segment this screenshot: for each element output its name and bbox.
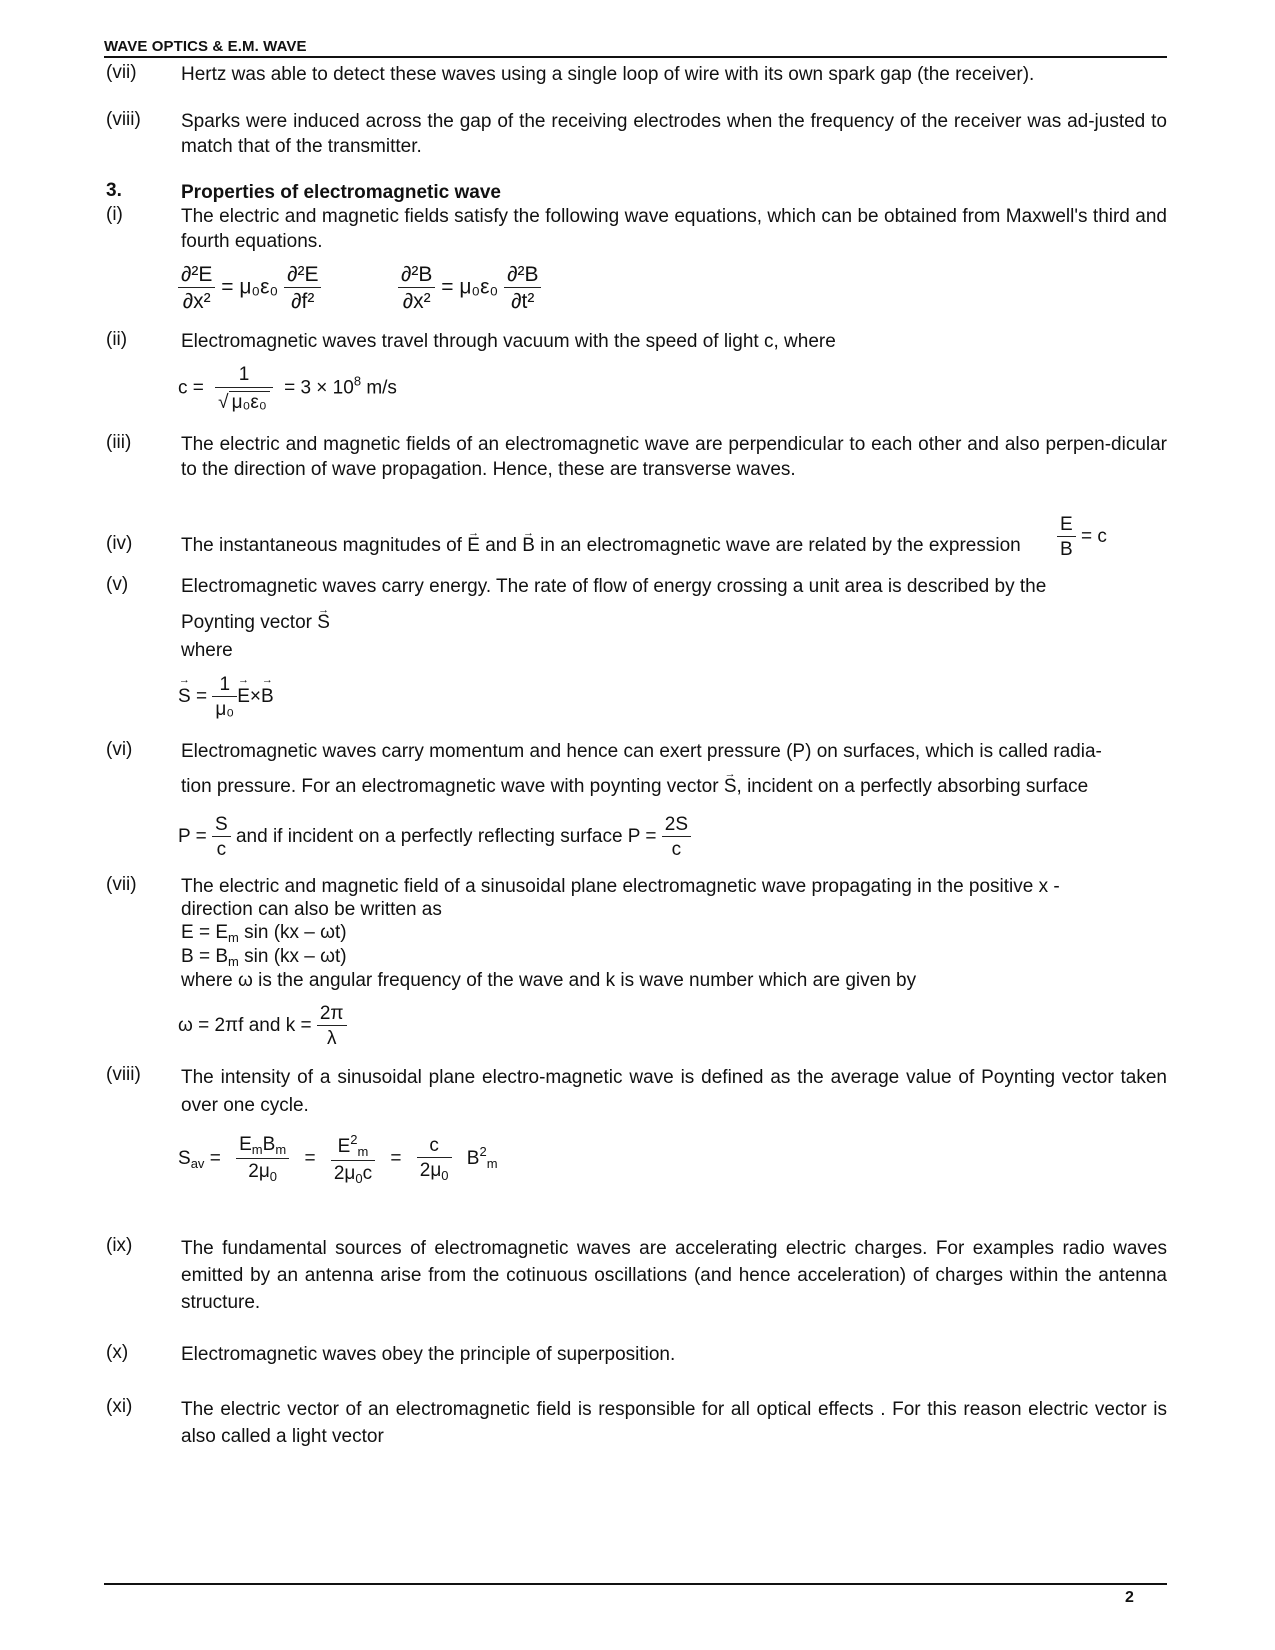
item-text: The intensity of a sinusoidal plane electro-magnetic wave is defined as the average value of Poynting vector taken over one cycle. — [181, 1067, 1167, 1116]
equals-mu-epsilon: = μ₀ε₀ — [441, 275, 499, 299]
intensity-equation — [178, 1133, 498, 1185]
item-text: Sparks were induced across the gap of the receiving electrodes when the frequency of the receiver was ad-justed to match that of the transmitter. — [181, 111, 1167, 157]
fraction-denominator: B — [1060, 539, 1073, 560]
subscript: m — [275, 1142, 287, 1157]
item-text: The electric vector of an electromagnetic field is responsible for all optical effects . For this reason electric vector is also called a light vector — [181, 1399, 1167, 1447]
section-title: Properties of electromagnetic wave — [181, 182, 501, 203]
radiation-pressure-equation — [178, 815, 691, 859]
speed-of-light-equation — [178, 365, 397, 412]
subscript: m — [357, 1144, 369, 1159]
subscript: m — [486, 1156, 498, 1172]
fraction-numerator: ∂²B — [398, 264, 435, 288]
item-number: (i) — [106, 204, 123, 225]
equals-sign: = — [209, 1148, 221, 1170]
sqrt-sign: √ — [218, 392, 229, 413]
equals-mu-epsilon: = μ₀ε₀ — [221, 275, 279, 299]
section-number: 3. — [106, 180, 122, 201]
vector-b: → B — [522, 533, 535, 558]
equation-part: 2μ — [419, 1160, 442, 1181]
equation-part: 2μ — [248, 1161, 270, 1182]
text-segment: tion pressure. For an electromagnetic wave with poynting vector — [181, 776, 719, 797]
equation-part: E — [239, 1134, 252, 1155]
equals-sign: = — [304, 1148, 316, 1170]
fraction-numerator: S — [212, 815, 231, 837]
fraction-denominator: c — [671, 839, 682, 860]
equation-lhs: P = — [178, 826, 207, 848]
item-number: (x) — [106, 1342, 129, 1363]
subscript: 0 — [269, 1169, 277, 1184]
running-header: WAVE OPTICS & E.M. WAVE — [104, 38, 307, 55]
e-over-b-equation — [1057, 515, 1107, 559]
fraction-denominator: ∂f² — [291, 290, 315, 313]
wave-equation-b — [398, 264, 541, 312]
equation-part: c — [362, 1163, 373, 1184]
item-text: Electromagnetic waves travel through vacuum with the speed of light c, where — [181, 331, 836, 352]
equation-part: 2μ — [333, 1163, 356, 1184]
text-segment: Poynting vector — [181, 612, 312, 633]
fraction-numerator: 1 — [212, 675, 237, 697]
exponent: 8 — [353, 373, 362, 389]
text-segment: in an electromagnetic wave are related by the expression — [540, 535, 1021, 556]
equation-part: B = B — [181, 946, 228, 967]
fraction-numerator: E — [1057, 515, 1076, 537]
vector-e: → E — [237, 687, 250, 706]
item-text: Hertz was able to detect these waves using a single loop of wire with its own spark gap (the receiver). — [181, 64, 1035, 85]
equation-part: E = E — [181, 922, 228, 943]
text-segment: , incident on a perfectly absorbing surface — [736, 776, 1089, 797]
item-number: (viii) — [106, 1064, 141, 1085]
fraction-denominator: ∂x² — [402, 290, 431, 313]
subscript: 0 — [441, 1168, 449, 1183]
vector-e: → E — [467, 533, 480, 558]
fraction-denominator: c — [216, 839, 227, 860]
fraction-numerator: 2π — [317, 1004, 347, 1026]
text-segment: and — [485, 535, 517, 556]
item-text: The electric and magnetic fields of an electromagnetic wave are perpendicular to each other and also perpen-dicular to the direction of wave propagation. Hence, these are transverse waves. — [181, 434, 1167, 480]
vector-s: → S — [178, 687, 191, 706]
equation-part: B — [262, 1134, 276, 1155]
unit: m/s — [366, 377, 397, 399]
subscript: 0 — [355, 1171, 363, 1186]
equation-lhs: c = — [178, 377, 204, 399]
item-number: (iii) — [106, 432, 132, 453]
superscript: 2 — [479, 1144, 487, 1160]
item-number: (vi) — [106, 739, 133, 760]
equals-sign: = — [390, 1148, 402, 1170]
equation-part: sin (kx – ωt) — [244, 946, 347, 967]
equation-text: and if incident on a perfectly reflecting surface P = — [235, 826, 657, 848]
wave-equation-e — [178, 264, 321, 312]
equals-sign: = — [195, 686, 208, 708]
item-text: Electromagnetic waves carry momentum and hence can exert pressure (P) on surfaces, which is called radia- — [181, 741, 1102, 762]
vector-s: → S — [317, 610, 330, 635]
subscript: m — [228, 954, 239, 969]
superscript: 2 — [350, 1132, 358, 1147]
item-text — [181, 533, 1061, 558]
item-text-continued: direction can also be written as — [181, 899, 442, 920]
poynting-equation — [178, 675, 274, 719]
fraction-numerator: ∂²E — [284, 264, 321, 288]
fraction-denominator: ∂t² — [511, 290, 535, 313]
fraction-numerator: ∂²E — [178, 264, 215, 288]
equation-rhs: = c — [1080, 526, 1107, 548]
fraction-denominator: λ — [326, 1028, 337, 1049]
equation-part: E — [337, 1136, 351, 1157]
text-segment: The instantaneous magnitudes of — [181, 535, 462, 556]
vector-s: → S — [724, 774, 737, 799]
footer-rule — [104, 1583, 1167, 1585]
sqrt-radicand: μ₀ε₀ — [229, 391, 270, 412]
equation-part: S — [178, 1148, 191, 1170]
item-number: (vii) — [106, 62, 137, 83]
item-text: The electric and magnetic fields satisfy the following wave equations, which can be obtained from Maxwell's third and fourth equations. — [181, 206, 1167, 252]
item-number: (vii) — [106, 874, 137, 895]
item-number: (ix) — [106, 1235, 133, 1256]
subscript: av — [190, 1156, 205, 1172]
header-rule — [104, 56, 1167, 58]
item-text: The fundamental sources of electromagnetic waves are accelerating electric charges. For examples radio waves emitted by an antenna arise from the cotinuous oscillations (and hence acceleration) of charges within the antenna structure. — [181, 1238, 1167, 1313]
where-text: where ω is the angular frequency of the wave and k is wave number which are given by — [181, 970, 917, 991]
where-label: where — [181, 640, 233, 661]
item-number: (iv) — [106, 533, 133, 554]
item-number: (ii) — [106, 329, 128, 350]
vector-b: → B — [261, 687, 274, 706]
item-number: (v) — [106, 574, 129, 595]
equation-part: B — [466, 1148, 480, 1170]
fraction-denominator: ∂x² — [182, 290, 211, 313]
item-text-continued — [181, 610, 1167, 635]
subscript: m — [228, 930, 239, 945]
fraction-numerator: 1 — [215, 365, 273, 388]
item-number: (viii) — [106, 109, 141, 130]
equation-rhs: = 3 × 10 — [284, 377, 354, 399]
fraction-denominator: μ₀ — [215, 699, 235, 720]
item-number: (xi) — [106, 1396, 133, 1417]
item-text: Electromagnetic waves obey the principle of superposition. — [181, 1344, 676, 1365]
item-text-continued — [181, 774, 1167, 799]
fraction-numerator: c — [417, 1136, 452, 1158]
omega-k-equation — [178, 1004, 347, 1048]
subscript: m — [251, 1142, 263, 1157]
equation-part: sin (kx – ωt) — [244, 922, 347, 943]
page-number: 2 — [1125, 1589, 1134, 1606]
cross-sign: × — [249, 686, 261, 708]
item-text: The electric and magnetic field of a sinusoidal plane electromagnetic wave propagating in the positive x - — [181, 876, 1060, 897]
fraction-numerator: 2S — [662, 815, 691, 837]
equation-lhs: ω = 2πf and k = — [178, 1015, 312, 1037]
fraction-numerator: ∂²B — [504, 264, 541, 288]
item-text: Electromagnetic waves carry energy. The rate of flow of energy crossing a unit area is described by the — [181, 576, 1047, 597]
